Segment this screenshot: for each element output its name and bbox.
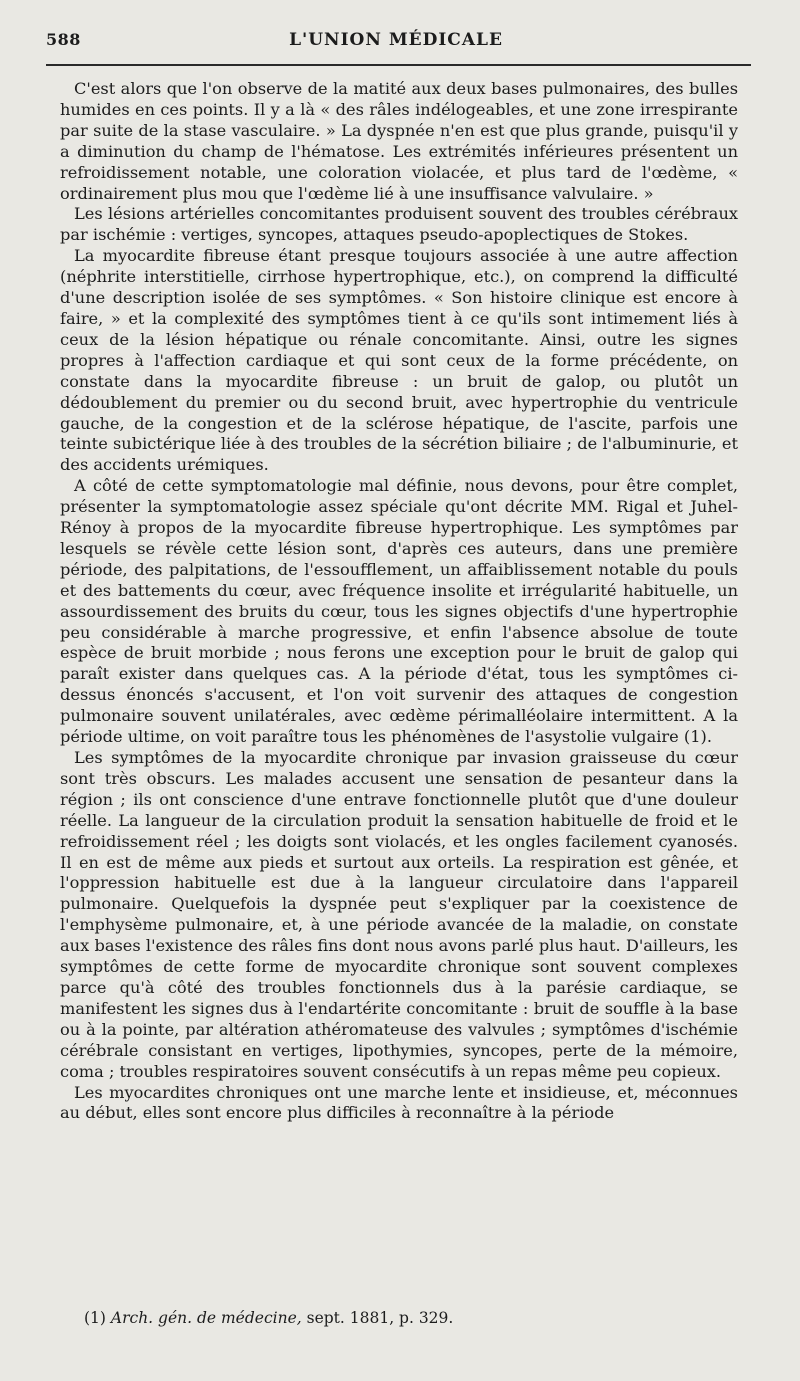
paragraph-text: A côté de cette symptomatologie mal définie, nous devons, pour être complet, présenter la symptomatologie assez spéciale qu'ont décrite MM. Rigal et Juhel-Rénoy à propos de la myocardite fibreuse hypertrophique. Les symptômes par lesquels se révèle cette lésion sont, d'après ces auteurs, dans une première période, des palpitations, de l'essoufflement, un affaiblissement notable du pouls et des battements du cœur, avec fréquence insolite et irrégularité habituelle, un assourdissement des bruits du cœur, tous les signes objectifs d'une hypertrophie peu considérable à marche progressive, et enfin l'absence absolue de toute espèce de bruit morbide ; nous ferons une exception pour le bruit de galop qui paraît exister dans quelques cas. A la période d'état, tous les symptômes ci-dessus énoncés s'accusent, et l'on voit survenir des attaques de congestion pulmonaire souvent unilatérales, avec œdème périmalléolaire intermittent. A la période ultime, on voit paraître tous les phénomènes de l'asystolie vulgaire (1). — [60, 476, 738, 747]
paragraph-text: La myocardite fibreuse étant presque toujours associée à une autre affection (néphrite interstitielle, cirrhose hypertrophique, etc.), on comprend la difficulté d'une description isolée de ses symptômes. « Son histoire clinique est encore à faire, » et la complexité des symptômes tient à ce qu'ils sont intimement liés à ceux de la lésion hépatique ou rénale concomitante. Ainsi, outre les signes propres à l'affection cardiaque et qui sont ceux de la forme précédente, on constate dans la myocardite fibreuse : un bruit de galop, ou plutôt un dédoublement du premier ou du second bruit, avec hypertrophie du ventricule gauche, de la congestion et de la sclérose hépatique, de l'ascite, parfois une teinte subictérique liée à des troubles de la sécrétion biliaire ; de l'albuminurie, et des accidents urémiques. — [60, 246, 738, 475]
paragraph — [60, 1083, 738, 1125]
page-number: 588 — [46, 30, 81, 49]
paragraph-text: C'est alors que l'on observe de la matité aux deux bases pulmonaires, des bulles humides en ces points. Il y a là « des râles indélogeables, et une zone irrespirante par suite de la stase vasculaire. » La dyspnée n'en est que plus grande, puisqu'il y a diminution du champ de l'hématose. Les extrémités inférieures présentent un refroidissement notable, une coloration violacée, et plus tard de l'œdème, « ordinairement plus mou que l'œdème lié à une insuffisance valvulaire. » — [60, 79, 738, 203]
footnote-details: sept. 1881, p. 329. — [306, 1309, 454, 1327]
paragraph-text: Les symptômes de la myocardite chronique par invasion graisseuse du cœur sont très obscurs. Les malades accusent une sensation de pesanteur dans la région ; ils ont conscience d'une entrave fonctionnelle plutôt que d'une douleur réelle. La langueur de la circulation produit la sensation habituelle de froid et le refroidissement réel ; les doigts sont violacés, et les ongles facilement cyanosés. Il en est de même aux pieds et surtout aux orteils. La respiration est gênée, et l'oppression habituelle est due à la langueur circulatoire dans l'appareil pulmonaire. Quelquefois la dyspnée peut s'expliquer par la coexistence de l'emphysème pulmonaire, et, à une période avancée de la maladie, on constate aux bases l'existence des râles fins dont nous avons parlé plus haut. D'ailleurs, les symptômes de cette forme de myocardite chronique sont souvent complexes parce qu'à côté des troubles fonctionnels dus à la parésie cardiaque, se manifestent les signes dus à l'endartérite concomitante : bruit de souffle à la base ou à la pointe, par altération athéromateuse des valvules ; symptômes d'ischémie cérébrale consistant en vertiges, lipothymies, syncopes, perte de la mémoire, coma ; troubles respiratoires souvent consécutifs à un repas même peu copieux. — [60, 748, 738, 1081]
paragraph — [60, 79, 738, 204]
page-header — [46, 28, 746, 56]
paragraph-text: Les lésions artérielles concomitantes produisent souvent des troubles cérébraux par ischémie : vertiges, syncopes, attaques pseudo-apoplectiques de Stokes. — [60, 204, 738, 245]
body-text — [60, 79, 738, 1124]
paragraph-text: Les myocardites chroniques ont une marche lente et insidieuse, et, méconnues au début, elles sont encore plus difficiles à reconnaître à la période — [60, 1082, 738, 1123]
footnote-marker: (1) — [84, 1309, 106, 1327]
footnote-source: Arch. gén. de médecine, — [110, 1309, 302, 1327]
footnote — [84, 1308, 744, 1328]
paragraph — [60, 204, 738, 246]
paragraph — [60, 748, 738, 1083]
paragraph — [60, 476, 738, 748]
running-title: L'UNION MÉDICALE — [289, 30, 503, 50]
paragraph — [60, 246, 738, 476]
header-rule — [46, 64, 751, 66]
